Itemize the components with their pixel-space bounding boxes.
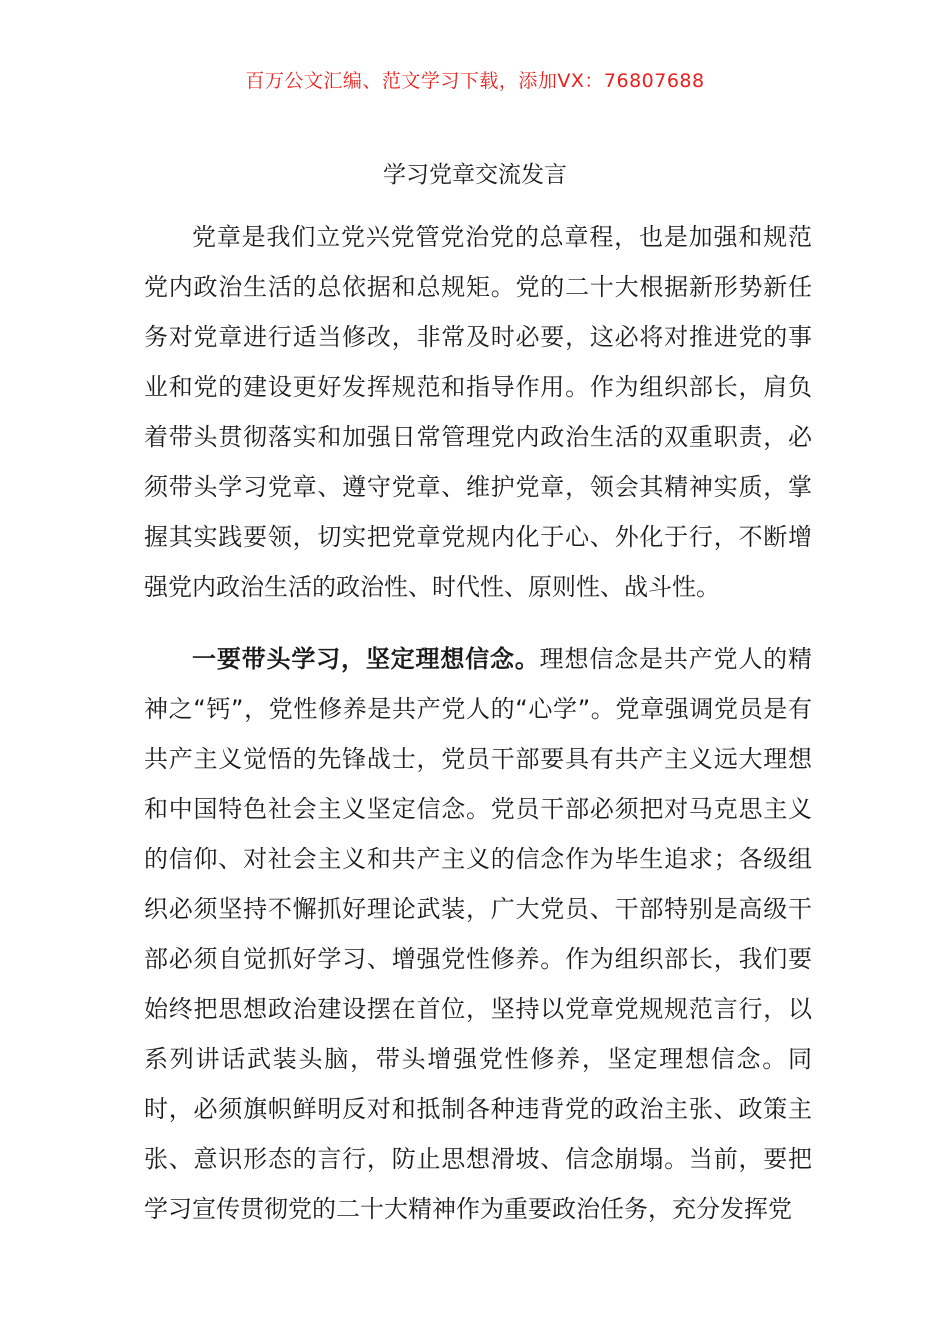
- paragraph-point-one-text: 理想信念是共产党人的精神之“钙”，党性修养是共产党人的“心学”。党章强调党员是有共产主义觉悟的先锋战士，党员干部要具有共产主义远大理想和中国特色社会主义坚定信念。党员干部必须把对马克思主义的信仰、对社会主义和共产主义的信念作为毕生追求；各级组织必须坚持不懈抓好理论武装，广大党员、干部特别是高级干部必须自觉抓好学习、增强党性修养。作为组织部长，我们要始终把思想政治建设摆在首位，坚持以党章党规规范言行，以系列讲话武装头脑，带头增强党性修养，坚定理想信念。同时，必须旗帜鲜明反对和抵制各种违背党的政治主张、政策主张、意识形态的言行，防止思想滑坡、信念崩塌。当前，要把学习宣传贯彻党的二十大精神作为重要政治任务，充分发挥党: [144, 645, 813, 1223]
- watermark-header: 百万公文汇编、范文学习下载，添加VX：76807688: [245, 70, 705, 92]
- document-title: 学习党章交流发言: [383, 162, 567, 188]
- paragraph-point-one-heading: 一要带头学习，坚定理想信念。: [192, 645, 540, 673]
- paragraph-intro-text: 党章是我们立党兴党管党治党的总章程，也是加强和规范党内政治生活的总依据和总规矩。党的二十大根据新形势新任务对党章进行适当修改，非常及时必要，这必将对推进党的事业和党的建设更好发挥规范和指导作用。作为组织部长，肩负着带头贯彻落实和加强日常管理党内政治生活的双重职责，必须带头学习党章、遵守党章、维护党章，领会其精神实质，掌握其实践要领，切实把党章党规内化于心、外化于行，不断增强党内政治生活的政治性、时代性、原则性、战斗性。: [144, 223, 812, 601]
- document-body: [144, 212, 812, 1234]
- paragraph-intro: [144, 212, 812, 612]
- paragraph-point-one: [144, 634, 812, 1234]
